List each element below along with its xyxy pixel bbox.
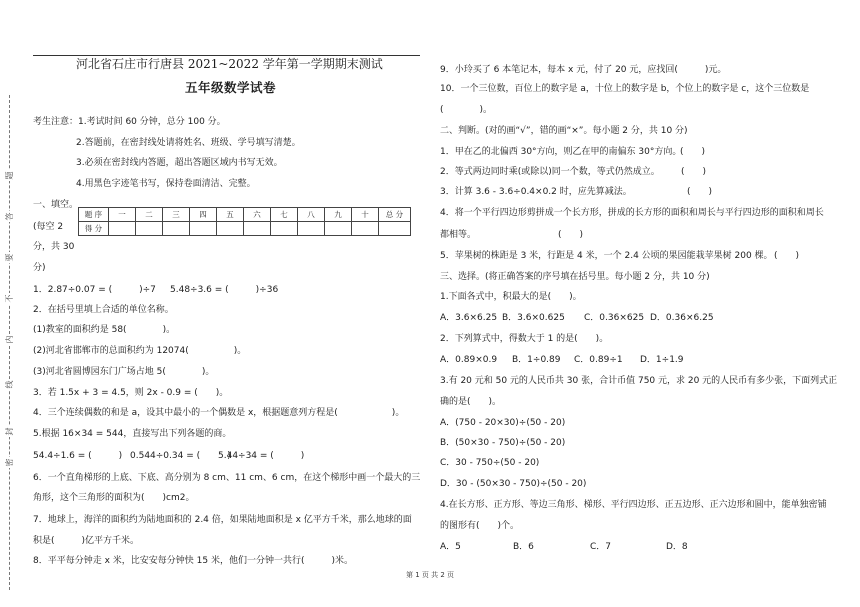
notice-item: 4.用黑色字迹笔书写，保持卷面清洁、完整。 [76, 179, 256, 189]
choice-option: A．3.6×6.25 [440, 313, 498, 323]
page-number: 第 1 页 共 2 页 [405, 571, 455, 579]
page-title: 五年级数学试卷 [185, 80, 277, 95]
choice-option: B．6 [513, 542, 534, 552]
choice-stem: 确的是( )。 [440, 397, 502, 407]
score-header-cell: 六 [244, 208, 271, 222]
choice-option: C．7 [590, 542, 612, 552]
seal-char: 线 [5, 380, 14, 389]
question-line: 7．地球上，海洋的面积约为陆地面积的 2.4 倍，如果陆地面积是 x 亿平方千米，那么地球的面 [33, 515, 412, 525]
choice-stem: 的图形有( )个。 [440, 521, 520, 531]
section-heading: 三、选择。(将正确答案的序号填在括号里。每小题 2 分，共 10 分) [440, 272, 710, 282]
question-line: 10．一个三位数，百位上的数字是 a，十位上的数字是 b，个位上的数字是 c，这个三位数是 [440, 84, 810, 94]
question-line: 6．一个直角梯形的上底、下底、高分别为 8 cm、11 cm、6 cm，在这个梯形中画一个最大的三 [33, 473, 421, 483]
choice-option: C．0.89÷1 [574, 355, 623, 365]
choice-option: D．1÷1.9 [640, 355, 684, 365]
choice-option: C．0.36×625 [584, 313, 645, 323]
score-header-cell: 五 [217, 208, 244, 222]
choice-stem: 1.下面各式中，积最大的是( )。 [440, 292, 582, 302]
score-header-cell: 九 [325, 208, 352, 222]
answer-mark: ( ) [681, 167, 707, 177]
header-rule [33, 55, 420, 56]
judgement-item: 2．等式两边同时乘(或除以)同一个数，等式仍然成立。 [440, 167, 660, 177]
score-row-label: 得 分 [79, 222, 109, 236]
score-cell [136, 222, 163, 236]
score-table [78, 207, 411, 236]
question-line: 8．平平每分钟走 x 米，比安安每分钟快 15 米，他们一分钟一共行( )米。 [33, 556, 353, 566]
section-heading: (每空 2 [33, 222, 64, 232]
answer-mark: ( ) [558, 230, 584, 240]
score-cell [190, 222, 217, 236]
score-cell [217, 222, 244, 236]
notice-item: 2.答题前，在密封线处请将姓名、班级、学号填写清楚。 [76, 138, 301, 148]
section-heading: 分，共 30 [33, 242, 75, 252]
choice-stem: 4.在长方形、正方形、等边三角形、梯形、平行四边形、正五边形、正六边形和圆中，能单独密铺 [440, 500, 827, 510]
judgement-item: 3．计算 3.6 - 3.6÷0.4×0.2 时，应先算减法。 [440, 187, 632, 197]
question-line: 54.4÷1.6 = ( ) [33, 451, 123, 461]
question-line: 0.544÷0.34 = ( ) [130, 451, 231, 461]
choice-option: C．30 - 750÷(50 - 20) [440, 458, 540, 468]
score-cell [109, 222, 136, 236]
seal-char: 封 [5, 427, 14, 436]
question-line: (1)教室的面积约是 58( )。 [33, 325, 176, 335]
score-cell [244, 222, 271, 236]
seal-char: 密 [5, 458, 14, 467]
score-cell [379, 222, 411, 236]
score-cell [352, 222, 379, 236]
choice-option: D．30 - (50×30 - 750)÷(50 - 20) [440, 479, 587, 489]
section-heading: 一、填空。 [33, 200, 79, 210]
score-cell [298, 222, 325, 236]
question-line: (2)河北省邯郸市的总面积约为 12074( )。 [33, 346, 247, 356]
score-header-cell: 一 [109, 208, 136, 222]
section-heading: 二、判断。(对的画“√”，错的画“×”。每小题 2 分，共 10 分) [440, 126, 688, 136]
score-table-header-row [79, 208, 411, 222]
question-line: 5.44÷34 = ( ) [218, 451, 305, 461]
choice-stem: 3.有 20 元和 50 元的人民币共 30 张，合计币值 750 元，求 20 元的人民币有多少张，下面列式正 [440, 376, 838, 386]
score-header-cell: 四 [190, 208, 217, 222]
notice-label: 考生注意： [33, 117, 79, 127]
score-cell [163, 222, 190, 236]
judgement-item: 都相等。 [440, 230, 477, 240]
score-header-cell: 二 [136, 208, 163, 222]
score-header-cell: 十 [352, 208, 379, 222]
score-cell [325, 222, 352, 236]
question-line: ( )。 [440, 105, 493, 115]
score-cell [271, 222, 298, 236]
seal-char: 题 [5, 171, 14, 180]
score-table-score-row [79, 222, 411, 236]
seal-char: 不 [5, 294, 14, 303]
question-line: 4．三个连续偶数的和是 a，设其中最小的一个偶数是 x，根据题意列方程是( )。 [33, 408, 405, 418]
choice-option: D．8 [666, 542, 688, 552]
notice-item: 3.必须在密封线内答题，超出答题区域内书写无效。 [76, 158, 283, 168]
question-line: 1．2.87÷0.07 = ( )÷7 [33, 285, 156, 295]
judgement-item: 4．将一个平行四边形剪拼成一个长方形，拼成的长方形的面积和周长与平行四边形的面积和周长 [440, 208, 824, 218]
answer-mark: ( ) [774, 251, 800, 261]
choice-option: A．(750 - 20×30)÷(50 - 20) [440, 418, 566, 428]
score-header-cell: 题 序 [79, 208, 109, 222]
choice-option: B．1÷0.89 [512, 355, 561, 365]
seal-char: 要 [5, 253, 14, 262]
notice-item: 1.考试时间 60 分钟，总分 100 分。 [78, 117, 226, 127]
choice-option: B．(50×30 - 750)÷(50 - 20) [440, 438, 566, 448]
question-line: 5.48÷3.6 = ( )÷36 [170, 285, 279, 295]
answer-mark: ( ) [687, 187, 713, 197]
choice-stem: 2．下列算式中，得数大于 1 的是( )。 [440, 334, 609, 344]
question-line: 角形，这个三角形的面积为( )cm2。 [33, 493, 195, 503]
question-line: 5.根据 16×34 = 544，直接写出下列各题的商。 [33, 429, 232, 439]
question-line: 2．在括号里填上合适的单位名称。 [33, 305, 174, 315]
judgement-item: 5．苹果树的株距是 3 米，行距是 4 米，一个 2.4 公顷的果园能栽苹果树 200 棵。 [440, 251, 773, 261]
score-header-cell: 总 分 [379, 208, 411, 222]
section-heading: 分) [33, 263, 46, 273]
judgement-item: 1．甲在乙的北偏西 30°方向，则乙在甲的南偏东 30°方向。 [440, 147, 682, 157]
answer-mark: ( ) [680, 147, 706, 157]
seal-char: 答 [5, 212, 14, 221]
score-header-cell: 八 [298, 208, 325, 222]
question-line: (3)河北省圆博园东门广场占地 5( )。 [33, 367, 215, 377]
choice-option: B．3.6×0.625 [502, 313, 565, 323]
score-header-cell: 七 [271, 208, 298, 222]
seal-char: 内 [5, 335, 14, 344]
exam-header: 河北省石庄市行唐县 2021~2022 学年第一学期期末测试 [76, 57, 383, 71]
question-line: 积是( )亿平方千米。 [33, 536, 140, 546]
choice-option: A．5 [440, 542, 461, 552]
question-line: 3．若 1.5x + 3 = 4.5，则 2x - 0.9 = ( )。 [33, 388, 229, 398]
score-header-cell: 三 [163, 208, 190, 222]
question-line: 9．小玲买了 6 本笔记本，每本 x 元，付了 20 元，应找回( )元。 [440, 65, 727, 75]
choice-option: A．0.89×0.9 [440, 355, 498, 365]
choice-option: D．0.36×6.25 [650, 313, 714, 323]
